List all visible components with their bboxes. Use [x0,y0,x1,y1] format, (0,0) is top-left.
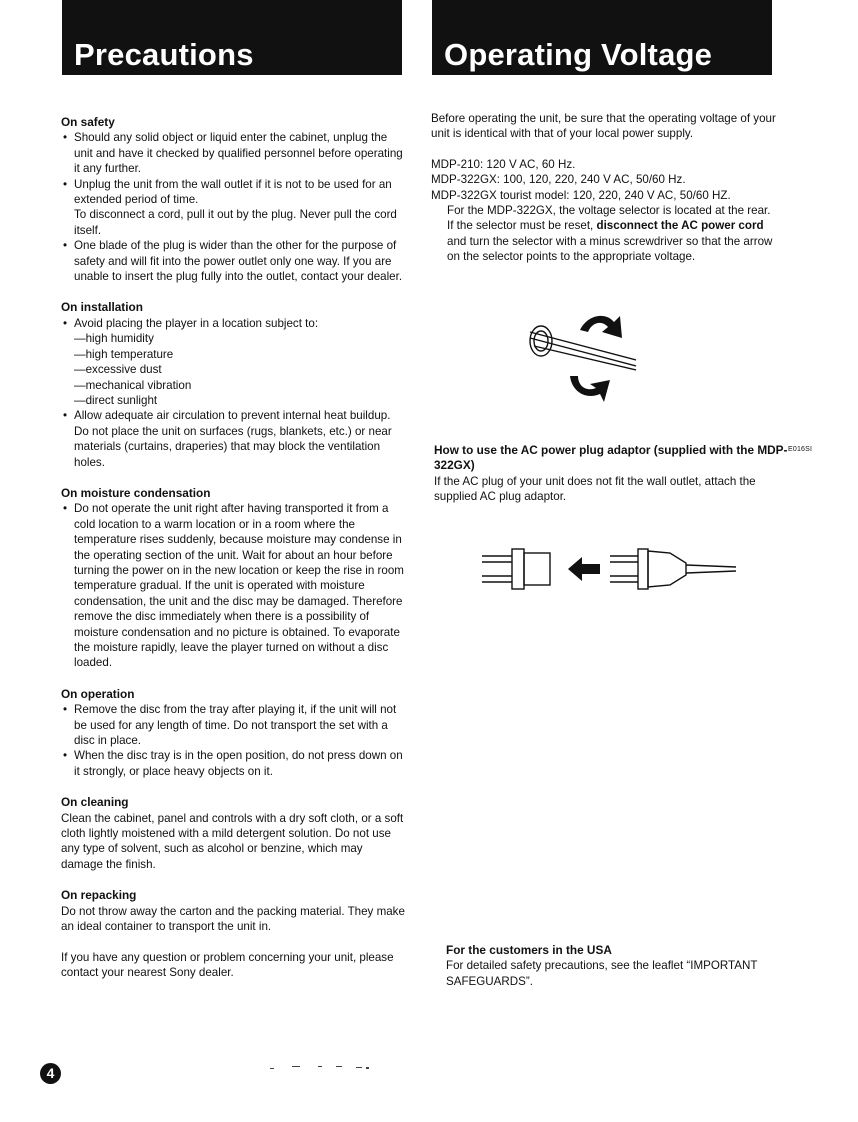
condition-temperature: —high temperature [74,347,174,361]
section-on-operation [61,687,406,779]
ac-plug-adaptor-illustration [480,543,740,603]
heading-on-cleaning: On cleaning [61,795,129,810]
heading-on-moisture-condensation: On moisture condensation [61,485,211,500]
usa-heading: For the customers in the USA [446,943,612,957]
ac-adaptor-heading-text: How to use the AC power plug adaptor (supplied with the MDP-322GX) [434,443,788,473]
speck [318,1066,322,1067]
operation-list [61,702,406,779]
screwdriver-bottom-edge [530,338,636,366]
reset-pre: If the selector must be reset, [447,219,597,233]
adaptor-body [524,553,550,585]
operating-voltage-column [431,111,781,265]
condition-dust: —excessive dust [74,363,162,377]
safety-list [61,130,406,284]
cleaning-text: Clean the cabinet, panel and controls with a dry soft cloth, or a soft cloth lightly moistened with a mild detergent solution. Do not use any type of solvent, such as alcohol or benzine, which may damage the finish. [61,811,404,871]
speck [356,1067,362,1068]
selector-reset-text [431,218,781,264]
safety-item-1: • Should any solid object or liquid enter the cabinet, unplug the unit and have it checked by qualified personnel before operating it any further. [61,130,406,176]
insert-arrow-icon [568,557,600,581]
ac-adaptor-text: If the AC plug of your unit does not fit the wall outlet, attach the supplied AC plug adaptor. [434,475,756,504]
safety-item-2-text: Unplug the unit from the wall outlet if it is not to be used for an extended period of time. [74,177,392,207]
disconnect-note: To disconnect a cord, pull it out by the plug. Never pull the cord itself. [74,208,397,237]
installation-list [61,316,406,470]
ac-adaptor-heading [434,443,814,474]
section-on-installation [61,300,406,469]
section-on-cleaning [61,795,406,872]
reset-post: and turn the selector with a minus screwdriver so that the arrow on the selector points to the appropriate voltage. [447,234,773,264]
operating-voltage-title: Operating Voltage [444,37,713,72]
print-specks [270,1062,380,1076]
heading-on-operation: On operation [61,686,135,701]
reference-code: E016SI [788,446,813,453]
operation-item-2: • When the disc tray is in the open position, do not press down on it strongly, or place heavy objects on it. [61,748,406,779]
selector-location-text: For the MDP-322GX, the voltage selector is located at the rear. [447,204,771,218]
installation-item-1 [61,316,406,408]
section-on-moisture-condensation [61,486,406,671]
model-mdp-322gx-tourist: MDP-322GX tourist model: 120, 220, 240 V AC, 50/60 HZ. [431,188,731,202]
section-on-repacking [61,888,406,980]
contact-dealer-text: If you have any question or problem concerning your unit, please contact your nearest Sony dealer. [61,950,394,979]
condition-humidity: —high humidity [74,332,154,346]
heading-on-repacking: On repacking [61,888,137,903]
plug-body [648,551,686,587]
reset-warning: disconnect the AC power cord [596,219,764,233]
operating-voltage-banner [432,0,772,75]
moisture-item-1: • Do not operate the unit right after having transported it from a cold location to a warm location or in a room where the temperature rises suddenly, because moisture may condense in the operating section of the unit. Wait for about an hour before turning the power on in the new location or keep the rise in room temperature gradual. If the unit is operated with moisture condensation, the unit and the disc may be damaged. Therefore remove the disc immediately when there is a possibility of moisture condensation and no picture is obtained. To evaporate the moisture rapidly, leave the player turned on without a disc loaded. [61,501,406,670]
rotate-arrow-top-icon [580,316,622,338]
safety-item-3: • One blade of the plug is wider than the other for the purpose of safety and will fit into the power outlet only one way. If you are unable to insert the plug fully into the outlet, contact your dealer. [61,238,406,284]
installation-item-2: • Allow adequate air circulation to prevent internal heat buildup. Do not place the unit on surfaces (rugs, blankets, etc.) or near materials (curtains, draperies) that may block the ventilation holes. [61,408,406,470]
power-cord-top [686,565,736,567]
section-on-safety [61,115,406,284]
repacking-text: Do not throw away the carton and the packing material. They make an ideal container to transport the unit in. [61,904,405,934]
safety-item-2 [61,177,406,239]
model-mdp-322gx: MDP-322GX: 100, 120, 220, 240 V AC, 50/60 Hz. [431,173,686,187]
moisture-list [61,501,406,670]
voltage-intro: Before operating the unit, be sure that the operating voltage of your unit is identical with that of your local power supply. [431,112,776,141]
speck [366,1067,369,1069]
heading-on-safety: On safety [61,115,115,129]
power-cord-bottom [686,571,736,573]
speck [270,1068,274,1069]
installation-item-1-text: Avoid placing the player in a location subject to: [74,316,319,330]
usa-text: For detailed safety precautions, see the leaflet “IMPORTANT SAFEGUARDS”. [446,959,758,988]
precautions-column [61,115,406,996]
page-number: 4 [40,1063,61,1084]
condition-list [74,331,406,408]
heading-on-installation: On installation [61,300,143,315]
voltage-selector-illustration [518,308,643,413]
model-mdp-210: MDP-210: 120 V AC, 60 Hz. [431,157,576,171]
rotate-arrow-bottom-icon [570,376,610,402]
condition-vibration: —mechanical vibration [74,378,192,392]
adaptor-flange [512,549,524,589]
speck [336,1066,342,1067]
usa-customers-note [446,943,776,989]
screwdriver-shadow-line [534,346,636,370]
speck [292,1066,300,1067]
precautions-banner [62,0,402,75]
condition-sunlight: —direct sunlight [74,393,158,407]
precautions-title: Precautions [74,37,254,72]
plug-flange [638,549,648,589]
operation-item-1: • Remove the disc from the tray after playing it, if the unit will not be used for any length of time. Do not transport the set with a disc in place. [61,702,406,748]
